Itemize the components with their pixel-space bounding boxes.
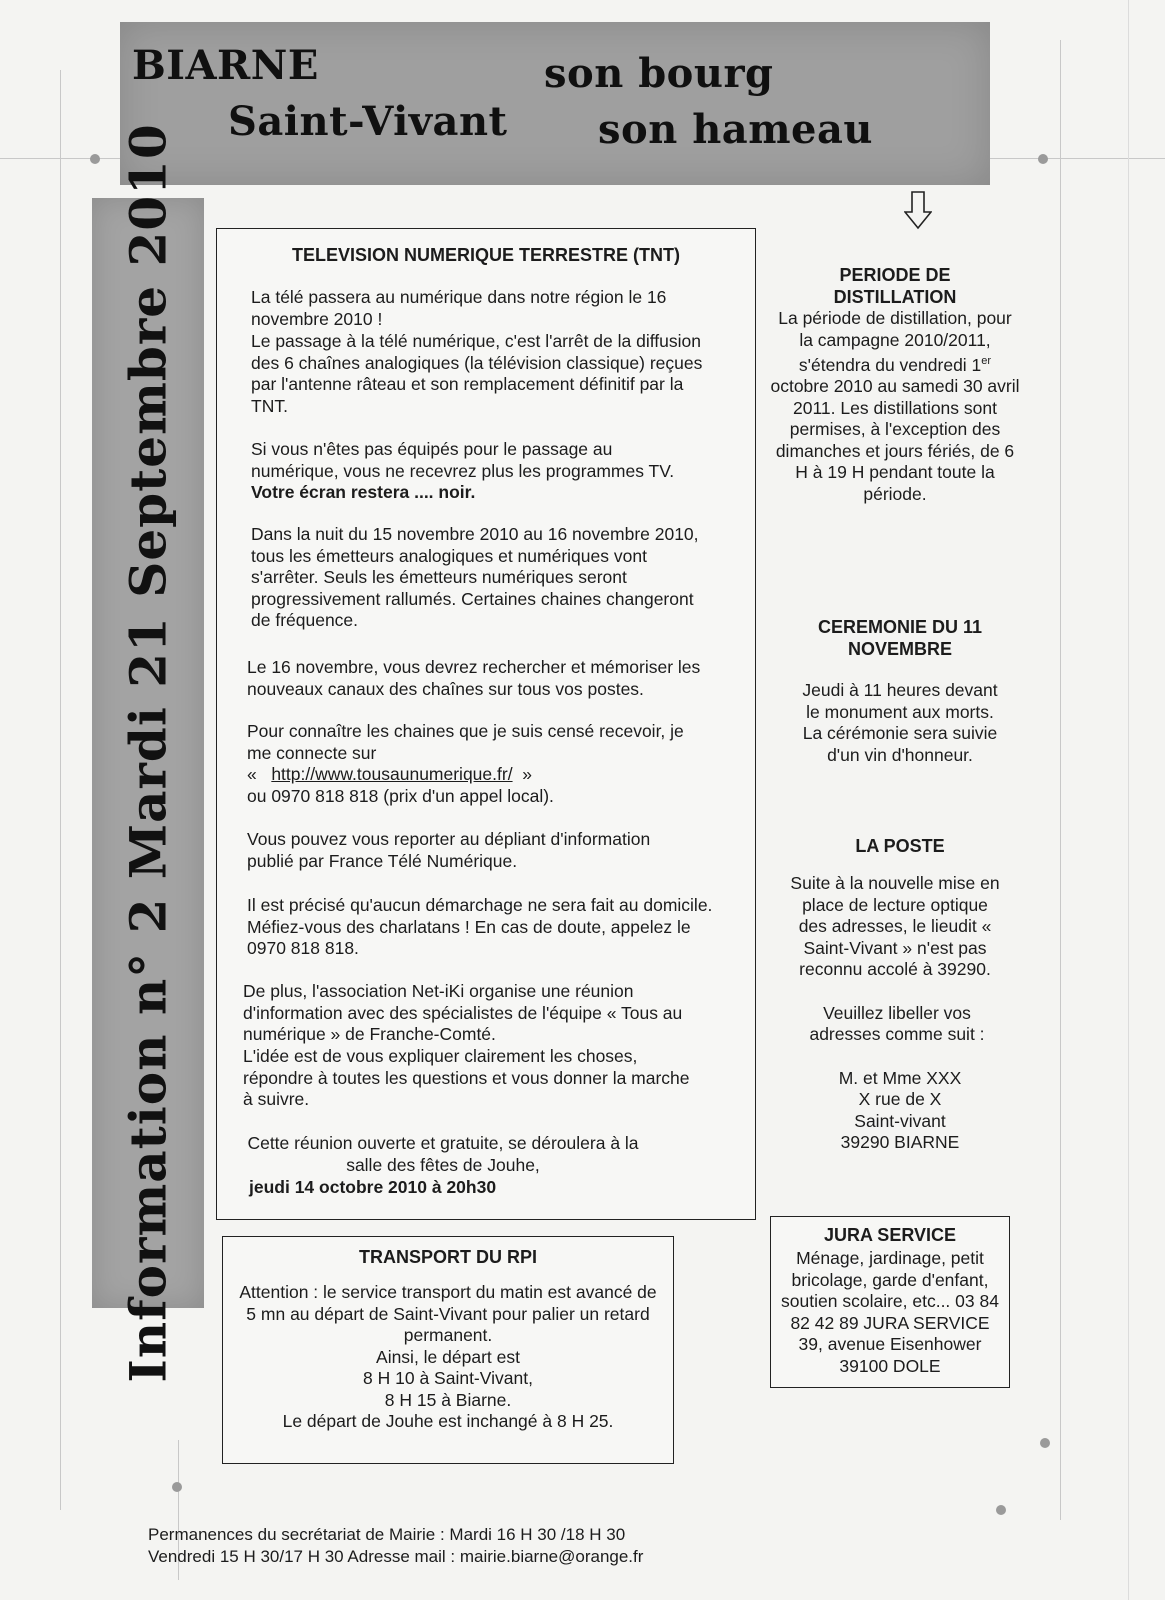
footer-line: Permanences du secrétariat de Mairie : Mardi 16 H 30 /18 H 30 (148, 1525, 626, 1544)
header-son-bourg: son bourg (544, 50, 774, 97)
tnt-paragraph: Pour connaître les chaines que je suis censé recevoir, je me connecte sur (247, 721, 684, 763)
footer-line: Vendredi 15 H 30/17 H 30 Adresse mail : mairie.biarne@orange.fr (148, 1546, 644, 1566)
tnt-paragraph-bold: jeudi 14 octobre 2010 à 20h30 (249, 1177, 497, 1197)
registration-dot (1040, 1438, 1050, 1448)
footer (148, 1524, 848, 1567)
jura-text: Ménage, jardinage, petit bricolage, garde d'enfant, soutien scolaire, etc... 03 84 82 42 89 JURA SERVICE 39, avenue Eisenhower 39100 DOLE (781, 1248, 999, 1376)
rpi-title: TRANSPORT DU RPI (358, 1247, 537, 1267)
date-sideband (92, 123, 204, 1383)
poste-article (780, 836, 1020, 1154)
header-band (120, 22, 990, 185)
registration-dot (1038, 154, 1048, 164)
address-line: 39290 BIARNE (840, 1132, 960, 1152)
tnt-title: TELEVISION NUMERIQUE TERRESTRE (TNT) (291, 245, 680, 265)
rpi-text: Attention : le service transport du matin est avancé de 5 mn au départ de Saint-Vivant pour palier un retard permanent. (239, 1282, 657, 1345)
jura-service-box (770, 1216, 1010, 1388)
jura-title: JURA SERVICE (823, 1225, 957, 1245)
rpi-text: Le départ de Jouhe est inchangé à 8 H 25. (282, 1411, 614, 1431)
ceremonie-text: Jeudi à 11 heures devant le monument aux morts. La cérémonie sera suivie d'un vin d'honneur. (802, 680, 998, 765)
distillation-text: La période de distillation, pour la campagne 2010/2011, s'étendra du vendredi 1er octobre 2010 au samedi 30 avril 2011. Les distillations sont permises, à l'exception des dimanches et jours fériés, de 6 H à 19 H pendant toute la période. (770, 308, 1020, 504)
rpi-text: 8 H 15 à Biarne. (384, 1389, 512, 1410)
ceremonie-article (780, 616, 1020, 766)
address-line: X rue de X (858, 1089, 942, 1109)
registration-line (1060, 40, 1061, 1520)
distillation-title: PERIODE DE DISTILLATION (833, 265, 957, 307)
rpi-text: Ainsi, le départ est (376, 1346, 520, 1367)
ceremonie-title: CEREMONIE DU 11 NOVEMBRE (817, 617, 983, 659)
header-biarne: BIARNE (132, 42, 319, 89)
tnt-paragraph: La télé passera au numérique dans notre région le 16 novembre 2010 ! (251, 287, 667, 329)
tnt-paragraph: L'idée est de vous expliquer clairement les choses, répondre à toutes les questions et vous donner la marche à suivre. (243, 1046, 690, 1109)
poste-text: Suite à la nouvelle mise en place de lecture optique des adresses, le lieudit « Saint-Vivant » n'est pas reconnu accolé à 39290. (790, 873, 1000, 979)
page-edge (1128, 0, 1129, 1600)
tnt-paragraph: Le 16 novembre, vous devrez rechercher et mémoriser les nouveaux canaux des chaînes sur tous vos postes. (247, 657, 701, 699)
tnt-paragraph: Dans la nuit du 15 novembre 2010 au 16 novembre 2010, tous les émetteurs analogiques et numériques vont s'arrêter. Seuls les émetteurs numériques seront progressivement rallumés. Certaines chaines changeront de fréquence. (251, 524, 699, 630)
address-line: Saint-vivant (854, 1110, 946, 1131)
header-son-hameau: son hameau (598, 106, 873, 153)
issue-date-text: Information n° 2 Mardi 21 Septembre 2010 (118, 123, 178, 1383)
quote-open: « (247, 764, 257, 784)
quote-close: » (522, 764, 533, 784)
tnt-paragraph: Il est précisé qu'aucun démarchage ne sera fait au domicile. Méfiez-vous des charlatans ! En cas de doute, appelez le 0970 818 818. (247, 895, 713, 958)
registration-dot (172, 1482, 182, 1492)
registration-line (60, 70, 61, 1510)
header-saint-vivant: Saint-Vivant (228, 98, 508, 145)
tnt-paragraph: De plus, l'association Net-iKi organise une réunion d'information avec des spécialistes de l'équipe « Tous au numérique » de Franche-Comté. (243, 981, 683, 1044)
registration-dot (996, 1505, 1006, 1515)
poste-title: LA POSTE (855, 836, 945, 856)
rpi-text: 8 H 10 à Saint-Vivant, (363, 1368, 533, 1388)
distillation-article (770, 264, 1020, 505)
tnt-paragraph: ou 0970 818 818 (prix d'un appel local). (247, 786, 554, 806)
tnt-paragraph-bold: Votre écran restera .... noir. (251, 482, 476, 502)
tnt-link-line (247, 764, 717, 786)
tnt-paragraph: Si vous n'êtes pas équipés pour le passage au numérique, vous ne recevrez plus les programmes TV. (251, 439, 675, 481)
tnt-paragraph: Vous pouvez vous reporter au dépliant d'information publié par France Télé Numérique. (247, 829, 651, 871)
tnt-website-link[interactable]: http://www.tousaunumerique.fr/ (271, 764, 513, 784)
tnt-article (216, 228, 756, 1220)
poste-text: Veuillez libeller vos adresses comme suit : (809, 1002, 985, 1044)
tnt-paragraph: Cette réunion ouverte et gratuite, se déroulera à la salle des fêtes de Jouhe, (247, 1133, 639, 1175)
rpi-article (222, 1236, 674, 1464)
registration-dot (90, 154, 100, 164)
address-line: M. et Mme XXX (838, 1067, 962, 1088)
arrow-down-icon (904, 190, 932, 230)
poste-address (780, 1068, 1020, 1154)
tnt-paragraph: Le passage à la télé numérique, c'est l'arrêt de la diffusion des 6 chaînes analogiques (la télévision classique) reçues par l'antenne râteau et son remplacement définitif par la TNT. (251, 331, 703, 416)
